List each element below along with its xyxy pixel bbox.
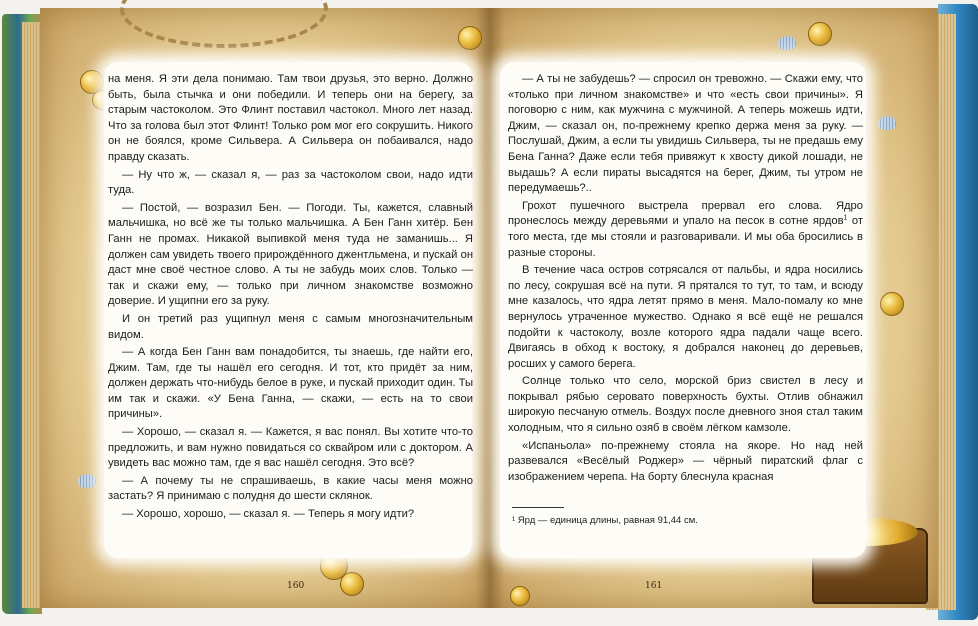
- gold-coin-icon: [808, 22, 832, 46]
- footnote-marker: 1: [843, 214, 848, 222]
- seashell-icon: [78, 474, 96, 488]
- paragraph: — А когда Бен Ганн вам понадобится, ты знаешь, где найти его, Джим. Там, где ты нашёл его сегодня. И тот, кто придёт за ним, должен держать что-нибудь белое в руке, и пускай приходит один. Ты им так и скажи. «У Бена Ганна, — скажи, — есть на то свои причины».: [108, 346, 473, 421]
- paragraph: Солнце только что село, морской бриз свистел в лесу и покрывал рябью серовато поверхность бухты. Отлив обнажил широкую песчаную отмель. Воздух после дневного зноя стал таким холодным, что я сильно озяб в своём лёгком камзоле.: [508, 375, 863, 435]
- paragraph: на меня. Я эти дела понимаю. Там твои друзья, это верно. Должно быть, была стычка и они победили. И теперь они на берегу, за старым частоколом. Это Флинт поставил частокол. Много лет назад. Что за голова был этот Флинт! Только ром мог его сокрушить. Никого он не боялся, кроме Сильвера. А Сильвера он побаивался, надо правду сказать.: [108, 73, 473, 163]
- page-number-left: 160: [287, 581, 305, 591]
- paragraph: — Ну что ж, — сказал я, — раз за частоколом свои, надо идти туда.: [108, 168, 473, 197]
- seashell-icon: [878, 116, 896, 130]
- paragraph: «Испаньола» по-прежнему стояла на якоре. Но над ней развевался «Весёлый Роджер» — чёрный пиратский флаг с изображением черепа. На борту блеснула красная: [508, 439, 863, 483]
- gold-coin-icon: [510, 586, 530, 606]
- paragraph: — Хорошо, — сказал я. — Кажется, я вас понял. Вы хотите что-то предложить, и вам нужно повидаться со сквайром или с доктором. А увидеть вас можно там, где я вас нашёл сегодня. Это всё?: [108, 426, 473, 470]
- gold-coin-icon: [458, 26, 482, 50]
- paragraph: [508, 199, 863, 261]
- paragraph: — Постой, — возразил Бен. — Погоди. Ты, кажется, славный мальчишка, но всё же ты только мальчишка. А Бен Ганн хитёр. Бен Ганн не промах. Никакой выпивкой меня туда не заманишь... Я должен сам увидеть твоего прирождённого джентльмена, и пускай он даст мне своё честное слово. А ты не забудь моих слов. Только — так и скажи ему, — только при личном знакомстве возможно доверие. И ущипни его за руку.: [108, 201, 473, 308]
- paragraph-text: Грохот пушечного выстрела прервал его слова. Ядро пронеслось между деревьями и упало на песок в сотне ярдов: [508, 199, 863, 228]
- paragraph: И он третий раз ущипнул меня с самым многозначительным видом.: [108, 312, 473, 341]
- page-number-right: 161: [645, 581, 663, 591]
- footnote: ¹ Ярд — единица длины, равная 91,44 см.: [512, 515, 698, 526]
- paragraph: — А ты не забудешь? — спросил он тревожно. — Скажи ему, что «только при личном знакомстве» и что «есть свои причины». Я поговорю с ним, как мужчина с мужчиной. А теперь можешь идти, Джим, — сказал он, по-прежнему крепко держа меня за руку. — Послушай, Джим, а если ты увидишь Сильвера, ты не предашь ему Бена Ганна? Даже если тебя привяжут к хвосту дикой лошади, не выдашь? А если пираты высадятся на берег, Джим, ты утром не передумаешь?..: [508, 73, 863, 195]
- paragraph: В течение часа остров сотрясался от пальбы, и ядра носились по лесу, сокрушая всё на пути. Я прятался то тут, то там, и всюду мне казалось, что ядра летят прямо в меня. Мало-помалу ко мне вернулось утраченное мужество. Однако я всё ещё не решался подойти к частоколу, возле которого ядра падали чаще всего. Двигаясь в обход к востоку, я добрался наконец до деревьев, росших у самого берега.: [508, 264, 863, 370]
- left-page-text: [108, 72, 473, 525]
- right-page-text: [508, 72, 863, 487]
- paragraph-text: от того места, где мы стояли и разговаривали. И мы оба бросились в разные стороны.: [508, 215, 863, 259]
- footnote-rule: [512, 507, 564, 508]
- paragraph: — А почему ты не спрашиваешь, в какие часы меня можно застать? Я принимаю с полудня до шести склянок.: [108, 474, 473, 503]
- gold-coin-icon: [880, 292, 904, 316]
- gold-coin-icon: [340, 572, 364, 596]
- paragraph: — Хорошо, хорошо, — сказал я. — Теперь я могу идти?: [122, 508, 415, 521]
- seashell-icon: [778, 36, 796, 50]
